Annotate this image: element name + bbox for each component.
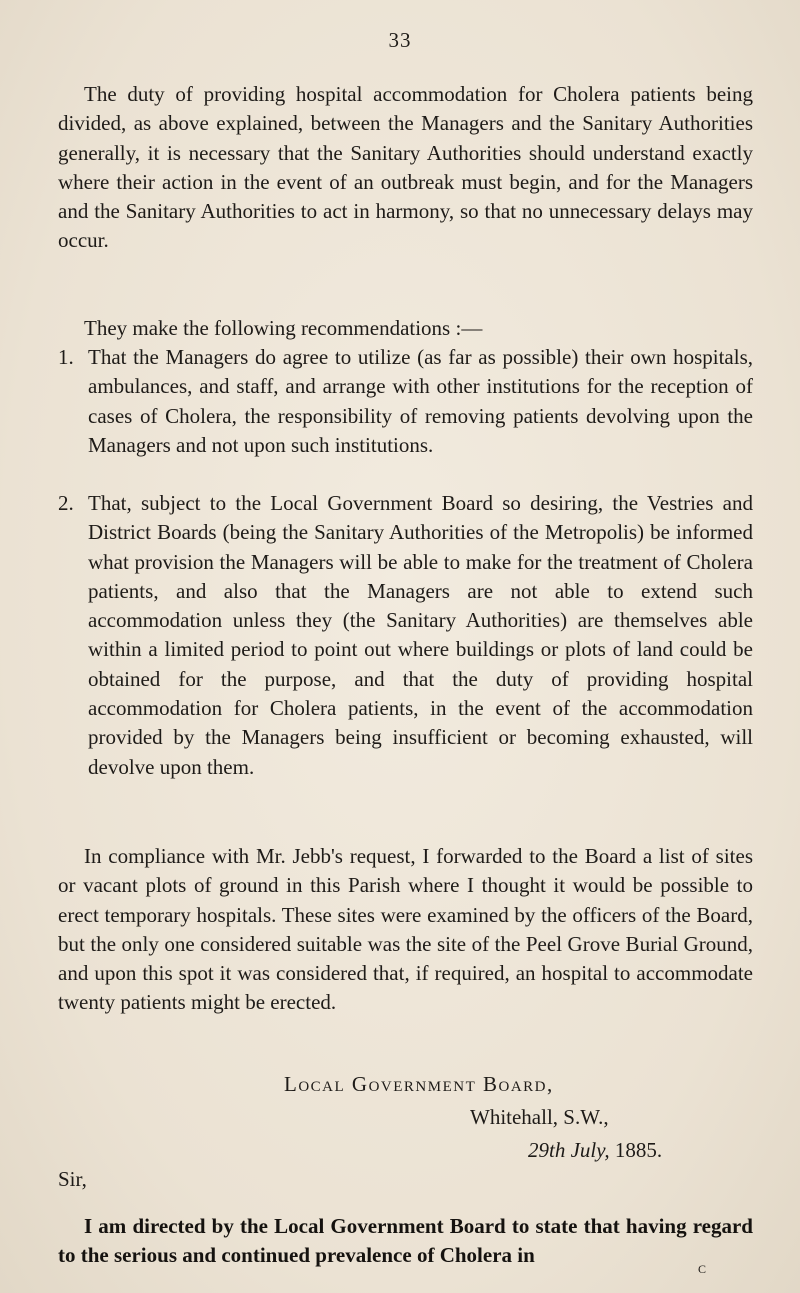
letter-date-year: 1885. <box>614 1138 663 1162</box>
paragraph-text: They make the following recommendations :— <box>84 316 483 340</box>
paragraph-text: The duty of providing hospital accommodation for Cholera patients being divided, as above explained, between the Managers and the Sanitary Authorities generally, it is necessary that the Sanitary Authorities should understand exactly where their action in the event of an outbreak must begin, and for the Managers and the Sanitary Authorities to act in harmony, so that no unnecessary delays may occur. <box>58 82 753 253</box>
page-number: 33 <box>388 28 412 52</box>
recommendation-item-2 <box>58 489 753 782</box>
recommendation-number: 2. <box>58 491 74 515</box>
letter-salutation: Sir, <box>58 1167 87 1191</box>
signature-mark: c <box>698 1258 707 1277</box>
paragraph-text: In compliance with Mr. Jebb's request, I forwarded to the Board a list of sites or vacant plots of ground in this Parish where I thought it would be possible to erect temporary hospitals. These sites were examined by the officers of the Board, but the only one considered suitable was the site of the Peel Grove Burial Ground, and upon this spot it was considered that, if required, an hospital to accommodate twenty patients might be erected. <box>58 844 753 1015</box>
recommendation-text: That the Managers do agree to utilize (as far as possible) their own hospitals, ambulances, and staff, and arrange with other institutions for the reception of cases of Cholera, the responsibility of removing patients devolving upon the Managers and not upon such institutions. <box>88 345 753 457</box>
recommendation-text: That, subject to the Local Government Board so desiring, the Vestries and District Boards (being the Sanitary Authorities of the Metropolis) be informed what provision the Managers will be able to make for the treatment of Cholera patients, and also that the Managers are not able to extend such accommodation unless they (the Sanitary Authorities) are themselves able within a limited period to point out where buildings or plots of land could be obtained for the purpose, and that the duty of providing hospital accommodation for Cholera patients, in the event of the accommodation provided by the Managers being insufficient or becoming exhausted, will devolve upon them. <box>88 491 753 779</box>
letter-place: Whitehall, S.W., <box>470 1105 609 1129</box>
recommendation-item-1 <box>58 343 753 460</box>
paragraph-compliance <box>58 842 753 1018</box>
paragraph-text: I am directed by the Local Government Board to state that having regard to the serious and continued prevalence of Cholera in <box>58 1214 753 1268</box>
recommendation-number: 1. <box>58 345 74 369</box>
paragraph-duty <box>58 80 753 256</box>
letter-date <box>528 1136 662 1164</box>
letter-organisation: Local Government Board, <box>284 1072 554 1096</box>
paragraph-recommendations-intro <box>58 314 753 343</box>
letter-date-day: 29th July, <box>528 1138 610 1162</box>
letter-opening <box>58 1212 753 1271</box>
